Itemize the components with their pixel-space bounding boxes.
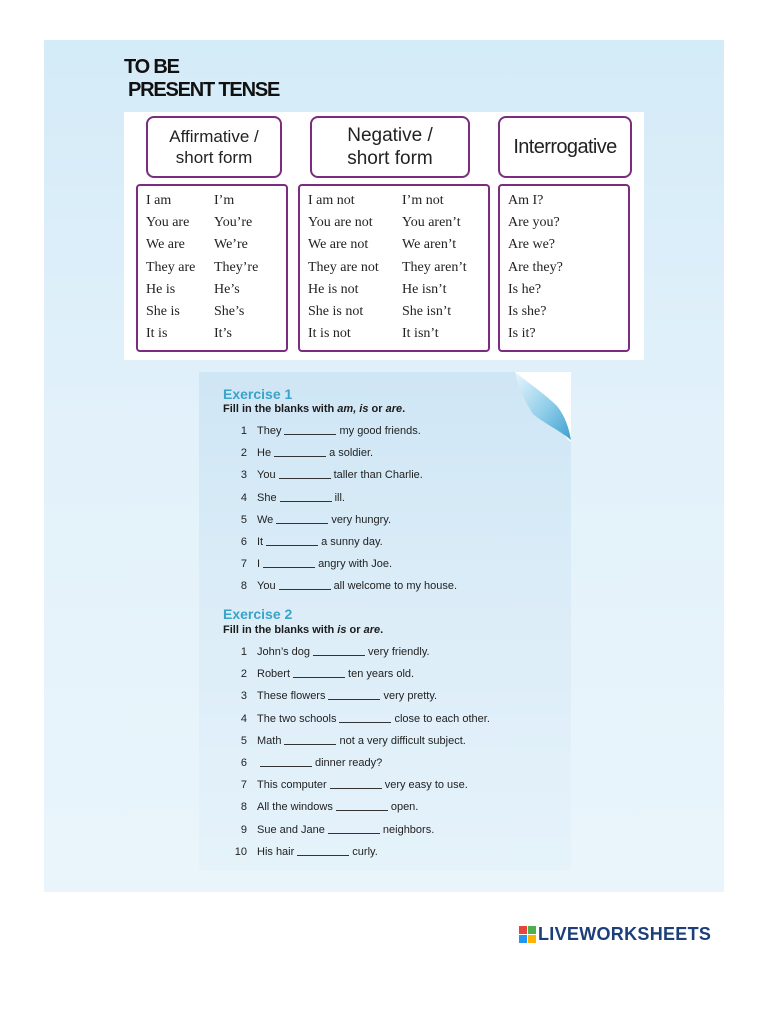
table-row <box>308 301 480 323</box>
exercise-item <box>229 536 383 548</box>
page-title <box>124 56 279 102</box>
table-cell: You are <box>146 215 190 231</box>
logo-tile <box>519 935 527 943</box>
answer-blank[interactable] <box>274 447 326 457</box>
item-number: 7 <box>240 558 247 571</box>
exercise-item <box>229 646 430 658</box>
item-text-after: very friendly. <box>368 646 430 658</box>
instr-text: . <box>380 624 384 636</box>
table-cell: It is <box>146 326 168 342</box>
exercise-item <box>229 514 391 526</box>
header-text: Affirmative / <box>169 127 259 146</box>
table-row <box>308 212 480 234</box>
header-text: short form <box>175 148 253 167</box>
instr-em: is <box>337 624 347 636</box>
exercise-item <box>229 668 414 680</box>
table-cell: We are not <box>308 237 369 253</box>
table-cell: I am not <box>308 193 355 208</box>
liveworksheets-logo <box>519 924 711 945</box>
item-text-after: very easy to use. <box>384 779 468 792</box>
table-cell: We aren’t <box>402 237 457 253</box>
item-number: 3 <box>240 690 247 703</box>
item-text-after: angry with Joe. <box>318 558 393 571</box>
item-text-before: It <box>257 536 264 548</box>
exercise-item <box>229 824 434 836</box>
item-text-after: ten years old. <box>348 668 415 681</box>
answer-blank[interactable] <box>279 469 331 479</box>
table-cell: They’re <box>214 259 259 275</box>
answer-blank[interactable] <box>339 713 391 723</box>
exercise-item <box>229 757 382 769</box>
item-number: 10 <box>234 845 247 858</box>
exercise-item <box>229 447 373 459</box>
item-number: 3 <box>240 469 247 482</box>
item-number: 6 <box>240 757 247 769</box>
instr-em: are <box>385 403 403 415</box>
table-row: Are they? <box>508 259 563 275</box>
table-cell: He isn’t <box>402 281 447 297</box>
table-cell: I’m not <box>402 193 444 208</box>
instr-em: are <box>363 624 381 636</box>
exercise-panel <box>199 372 571 870</box>
item-text-after: not a very difficult subject. <box>339 734 466 747</box>
answer-blank[interactable] <box>328 690 380 700</box>
header-text: Negative / <box>347 125 433 146</box>
table-cell: It is not <box>308 326 351 342</box>
exercise-item <box>229 425 421 437</box>
item-number: 1 <box>240 646 247 658</box>
answer-blank[interactable] <box>279 580 331 590</box>
answer-blank[interactable] <box>293 668 345 678</box>
item-number: 2 <box>240 668 247 681</box>
item-text-before: You <box>257 580 276 593</box>
table-cell: I’m <box>214 193 235 208</box>
item-number: 6 <box>240 536 247 548</box>
item-text-after: taller than Charlie. <box>333 469 423 482</box>
item-text-after: close to each other. <box>394 712 490 725</box>
item-text-before: This computer <box>257 779 327 792</box>
item-text-after: open. <box>390 801 419 814</box>
item-text-before: All the windows <box>257 801 333 814</box>
table-row <box>146 234 278 256</box>
item-text-after: curly. <box>352 845 378 858</box>
instr-text: . <box>402 403 406 415</box>
item-number: 5 <box>240 734 247 747</box>
table-cell: You’re <box>214 215 253 231</box>
table-cell: He is <box>146 281 176 297</box>
exercise-2-instructions <box>223 624 383 636</box>
table-row <box>308 234 480 256</box>
table-cell: We’re <box>214 237 248 253</box>
header-text: Interrogative <box>513 135 617 158</box>
instr-text: or <box>346 624 364 636</box>
item-number: 4 <box>240 491 247 504</box>
answer-blank[interactable] <box>297 846 349 856</box>
affirmative-column <box>136 184 288 352</box>
logo-tile <box>528 935 536 943</box>
answer-blank[interactable] <box>263 558 315 568</box>
answer-blank[interactable] <box>260 757 312 767</box>
item-number: 9 <box>240 823 247 836</box>
table-cell: They aren’t <box>402 259 467 275</box>
table-cell: He’s <box>214 281 240 297</box>
item-number: 7 <box>240 779 247 792</box>
title-line-2: PRESENT TENSE <box>128 79 280 101</box>
item-text-before: You <box>257 469 276 482</box>
exercise-item <box>229 846 378 858</box>
answer-blank[interactable] <box>280 492 332 502</box>
table-row <box>146 212 278 234</box>
table-cell: I am <box>146 193 172 208</box>
exercise-item <box>229 735 466 747</box>
exercise-item <box>229 580 457 592</box>
logo-tile <box>519 926 527 934</box>
item-text-before: The two schools <box>257 712 337 725</box>
answer-blank[interactable] <box>284 735 336 745</box>
item-text-before: Robert <box>257 668 291 681</box>
item-text-before: John’s dog <box>257 646 311 658</box>
item-text-after: a sunny day. <box>321 536 383 548</box>
table-row <box>146 190 278 212</box>
table-row <box>146 323 278 345</box>
table-cell: They are <box>146 259 196 275</box>
affirmative-header <box>146 116 282 178</box>
table-row <box>146 257 278 279</box>
table-row: Are we? <box>508 237 556 253</box>
conjugation-table <box>124 112 644 360</box>
item-text-before: He <box>257 447 272 460</box>
table-row <box>146 279 278 301</box>
item-text-before: They <box>257 425 282 437</box>
exercise-2-title: Exercise 2 <box>223 606 293 622</box>
exercise-item <box>229 690 437 702</box>
answer-blank[interactable] <box>313 646 365 656</box>
table-cell: She is <box>146 303 180 319</box>
item-number: 8 <box>240 580 247 593</box>
table-cell: She’s <box>214 303 245 319</box>
table-cell: She is not <box>308 303 364 319</box>
item-text-before: Math <box>257 734 282 747</box>
table-cell: It isn’t <box>402 326 439 342</box>
exercise-item <box>229 801 418 813</box>
answer-blank[interactable] <box>266 536 318 546</box>
answer-blank[interactable] <box>336 801 388 811</box>
table-row: Is it? <box>508 326 536 342</box>
item-text-before: Sue and Jane <box>257 823 325 836</box>
answer-blank[interactable] <box>328 824 380 834</box>
instr-em: am, is <box>337 403 369 415</box>
item-text-after: very hungry. <box>331 513 392 526</box>
item-text-after: neighbors. <box>382 823 435 836</box>
exercise-item <box>229 469 423 481</box>
negative-column <box>298 184 490 352</box>
item-text-before: We <box>257 513 274 526</box>
table-row <box>146 301 278 323</box>
item-text-before: His hair <box>257 845 295 858</box>
logo-tile <box>528 926 536 934</box>
item-number: 1 <box>240 425 247 437</box>
exercise-item <box>229 779 468 791</box>
item-text-after: all welcome to my house. <box>333 580 458 593</box>
exercise-1-title: Exercise 1 <box>223 386 293 402</box>
table-row <box>308 257 480 279</box>
table-cell: You aren’t <box>402 215 461 231</box>
table-row <box>308 279 480 301</box>
table-cell: It’s <box>214 326 232 342</box>
answer-blank[interactable] <box>276 514 328 524</box>
table-row: Is she? <box>508 303 547 319</box>
table-row <box>308 190 480 212</box>
table-row: Am I? <box>508 193 544 208</box>
item-number: 5 <box>240 513 247 526</box>
item-number: 2 <box>240 447 247 460</box>
item-text-before: These flowers <box>257 690 326 703</box>
item-number: 8 <box>240 801 247 814</box>
exercise-item <box>229 492 345 504</box>
interrogative-column <box>498 184 630 352</box>
item-text-before: She <box>257 491 277 504</box>
table-cell: We are <box>146 237 185 253</box>
item-number: 4 <box>240 712 247 725</box>
title-line-1: TO BE <box>124 56 179 78</box>
item-text-before: I <box>257 558 261 571</box>
table-row <box>308 323 480 345</box>
item-text-after: dinner ready? <box>315 757 383 769</box>
table-row: Are you? <box>508 215 560 231</box>
table-cell: He is not <box>308 281 359 297</box>
table-cell: You are not <box>308 215 373 231</box>
table-cell: She isn’t <box>402 303 452 319</box>
page-curl-decoration <box>505 372 571 442</box>
liveworksheets-logo-icon <box>519 926 536 943</box>
table-cell: They are not <box>308 259 379 275</box>
item-text-after: very pretty. <box>383 690 438 703</box>
exercise-1-instructions <box>223 403 405 415</box>
header-text: short form <box>347 148 433 169</box>
answer-blank[interactable] <box>330 779 382 789</box>
item-text-after: a soldier. <box>329 447 374 460</box>
table-row: Is he? <box>508 281 542 297</box>
item-text-after: my good friends. <box>339 425 421 437</box>
instr-text: or <box>368 403 386 415</box>
exercise-item <box>229 558 392 570</box>
logo-text: LIVEWORKSHEETS <box>538 924 712 944</box>
item-text-after: ill. <box>334 491 345 504</box>
negative-header <box>310 116 470 178</box>
instr-text: Fill in the blanks with <box>223 624 338 636</box>
interrogative-header <box>498 116 632 178</box>
answer-blank[interactable] <box>284 425 336 435</box>
instr-text: Fill in the blanks with <box>223 403 338 415</box>
exercise-item <box>229 713 490 725</box>
